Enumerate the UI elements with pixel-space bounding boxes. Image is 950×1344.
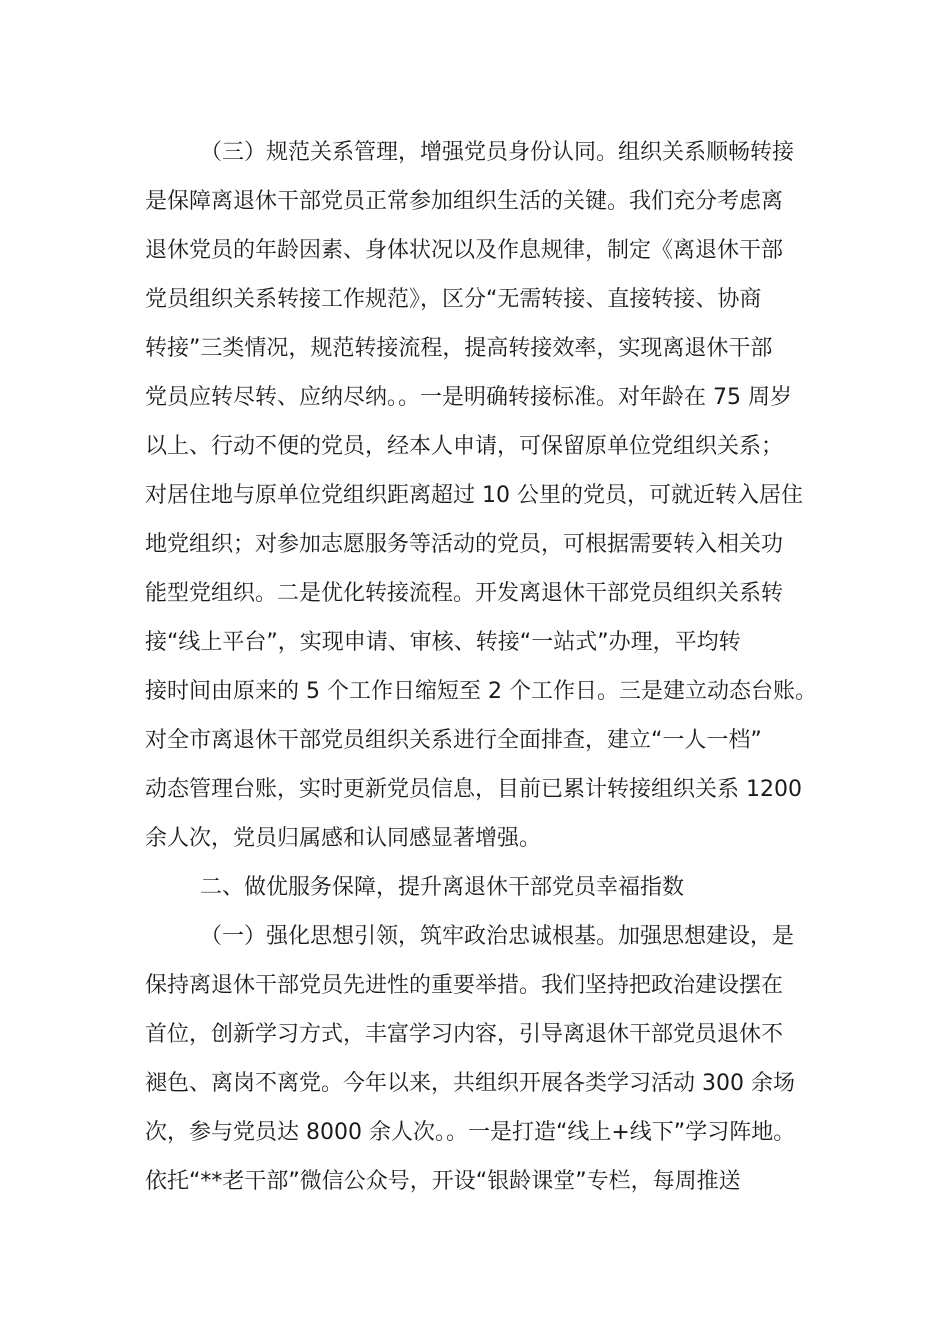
paragraph-line: 地党组织；对参加志愿服务等活动的党员，可根据需要转入相关功: [145, 532, 784, 557]
paragraph-line: 依托“**老干部”微信公众号，开设“银龄课堂”专栏，每周推送: [145, 1169, 741, 1194]
paragraph-line: 首位，创新学习方式，丰富学习内容，引导离退休干部党员退休不: [145, 1022, 784, 1047]
paragraph-line: （三）规范关系管理，增强党员身份认同。组织关系顺畅转接: [200, 140, 795, 165]
paragraph-line: 余人次，党员归属感和认同感显著增强。: [145, 826, 542, 851]
paragraph-line: 接时间由原来的 5 个工作日缩短至 2 个工作日。三是建立动态台账。: [145, 679, 817, 704]
paragraph-line: 褪色、离岗不离党。今年以来，共组织开展各类学习活动 300 余场: [145, 1071, 795, 1096]
paragraph-line: 党员应转尽转、应纳尽纳。。一是明确转接标准。对年龄在 75 周岁: [145, 385, 792, 410]
paragraph-line: 保持离退休干部党员先进性的重要举措。我们坚持把政治建设摆在: [145, 973, 784, 998]
section-heading: 二、做优服务保障，提升离退休干部党员幸福指数: [200, 875, 685, 900]
paragraph-line: 接“线上平台”，实现申请、审核、转接“一站式”办理，平均转: [145, 630, 741, 655]
paragraph-line: 转接”三类情况，规范转接流程，提高转接效率，实现离退休干部: [145, 336, 773, 361]
paragraph-line: 党员组织关系转接工作规范》，区分“无需转接、直接转接、协商: [145, 287, 762, 312]
paragraph-line: 能型党组织。二是优化转接流程。开发离退休干部党员组织关系转: [145, 581, 784, 606]
paragraph-line: 对居住地与原单位党组织距离超过 10 公里的党员，可就近转入居住: [145, 483, 803, 508]
paragraph-line: 对全市离退休干部党员组织关系进行全面排查，建立“一人一档”: [145, 728, 762, 753]
paragraph-line: 动态管理台账，实时更新党员信息，目前已累计转接组织关系 1200: [145, 777, 802, 802]
paragraph-line: 以上、行动不便的党员，经本人申请，可保留原单位党组织关系；: [145, 434, 784, 459]
paragraph-line: 是保障离退休干部党员正常参加组织生活的关键。我们充分考虑离: [145, 189, 784, 214]
paragraph-line: 次，参与党员达 8000 余人次。。一是打造“线上+线下”学习阵地。: [145, 1120, 796, 1145]
paragraph-line: 退休党员的年龄因素、身体状况以及作息规律，制定《离退休干部: [145, 238, 784, 263]
paragraph-line: （一）强化思想引领，筑牢政治忠诚根基。加强思想建设，是: [200, 924, 795, 949]
